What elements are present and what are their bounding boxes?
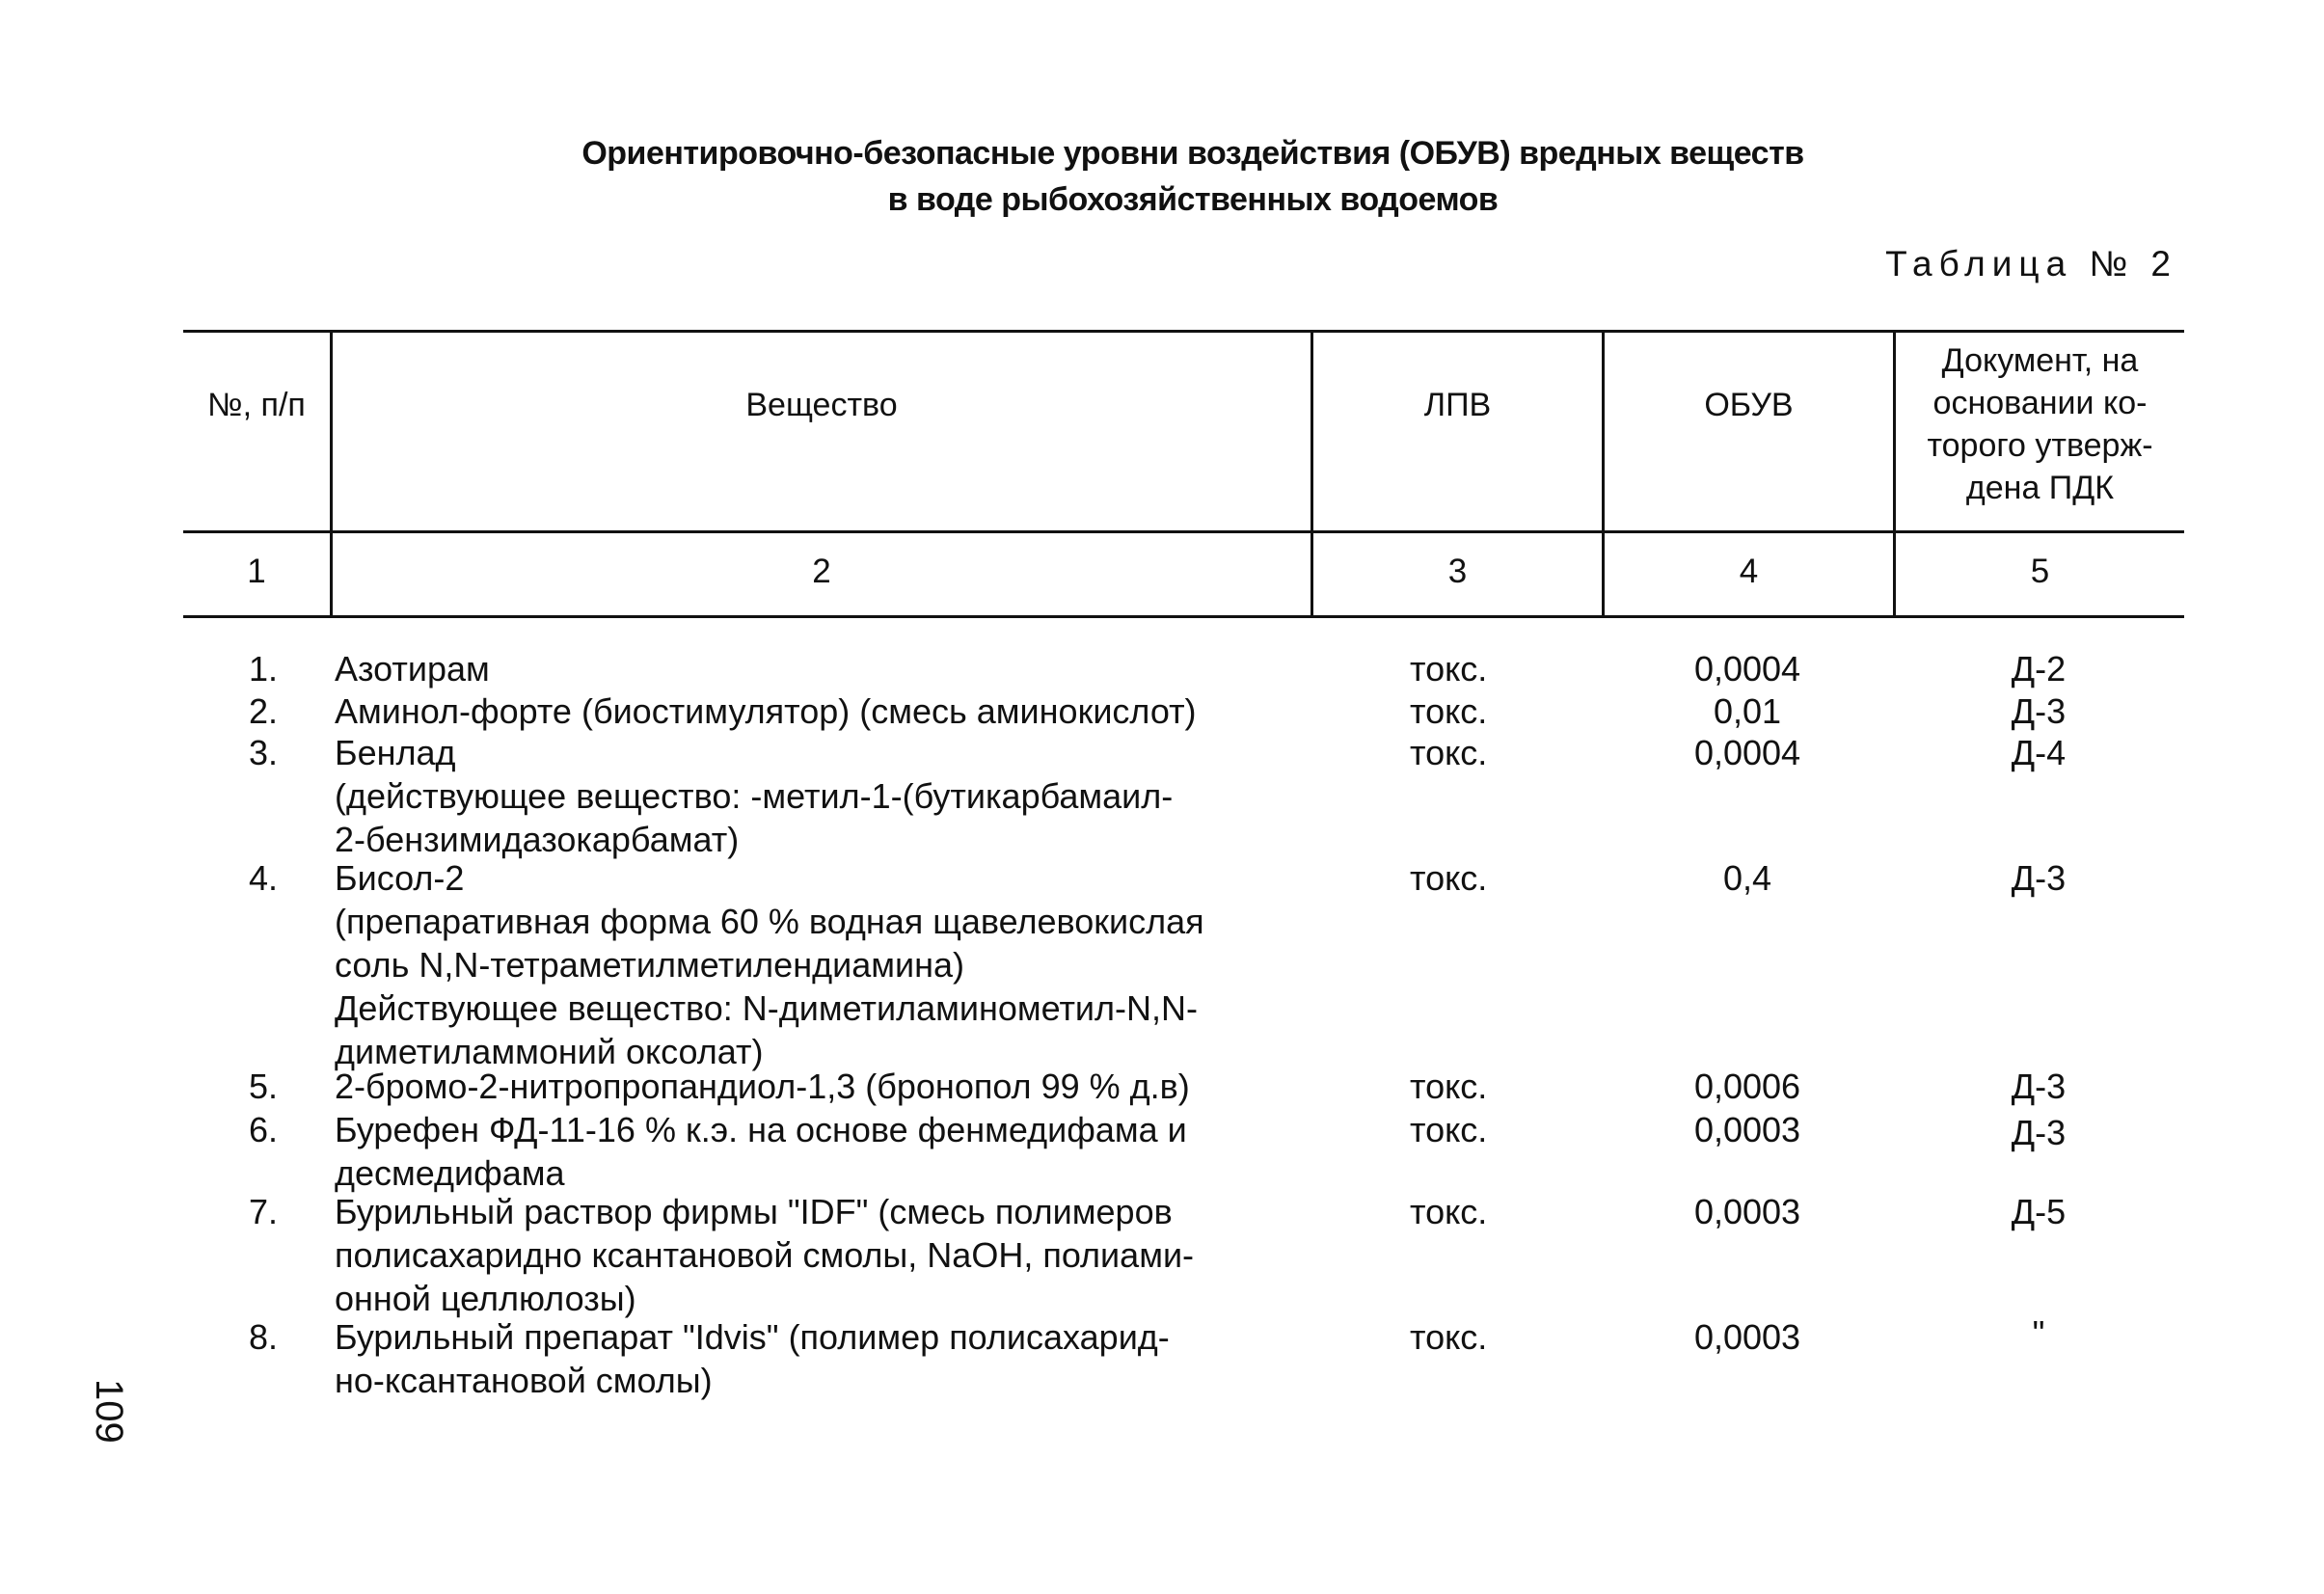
table-top-rule (183, 330, 2184, 333)
row-4-document: Д-3 (2011, 858, 2067, 898)
table-label: Таблица № 2 (1885, 244, 2177, 284)
row-1-document: Д-2 (2011, 649, 2067, 689)
row-6-index: 6. (248, 1110, 278, 1149)
header-num: №, п/п (207, 387, 306, 423)
substance-line: 2-бромо-2-нитропропандиол-1,3 (бронопол 99 % д.в) (335, 1067, 1190, 1106)
row-3-document: Д-4 (2011, 733, 2067, 772)
row-5-index: 5. (248, 1067, 278, 1106)
substance-line: диметиламмоний оксолат) (335, 1032, 764, 1071)
header-document-line: торого утверж- (1927, 427, 2153, 464)
substance-line: онной целлюлозы) (335, 1279, 636, 1318)
row-8-obuv: 0,0003 (1693, 1317, 1801, 1357)
page-number: 109 (88, 1379, 130, 1444)
header-lpv: ЛПВ (1423, 387, 1492, 423)
row-8-substance (335, 1315, 1170, 1402)
row-6-obuv: 0,0003 (1693, 1110, 1801, 1149)
column-number-1: 1 (247, 553, 266, 590)
document-title-line-2: в воде рыбохозяйственных водоемов (887, 181, 1499, 218)
substance-line: полисахаридно ксантановой смолы, NaOH, полиами- (335, 1235, 1195, 1275)
header-substance: Вещество (745, 387, 898, 423)
header-obuv: ОБУВ (1704, 387, 1794, 423)
row-6-substance (335, 1108, 1187, 1195)
row-2-lpv: токс. (1410, 691, 1488, 731)
row-4-substance (335, 856, 1204, 1073)
row-7-index: 7. (248, 1192, 278, 1231)
substance-line: Бенлад (335, 733, 456, 772)
substance-line: десмедифама (335, 1153, 565, 1193)
row-4-obuv: 0,4 (1722, 858, 1772, 898)
row-2-substance (335, 689, 1197, 733)
row-1-substance (335, 647, 490, 690)
row-7-substance (335, 1190, 1194, 1320)
row-7-document: Д-5 (2011, 1192, 2067, 1231)
document-title-line-1: Ориентировочно-безопасные уровни воздействия (ОБУВ) вредных веществ (581, 135, 1804, 172)
row-8-lpv: токс. (1410, 1317, 1488, 1357)
substance-line: (препаративная форма 60 % водная щавелевокислая (335, 902, 1204, 941)
substance-line: соль N,N-тетраметилметилендиамина) (335, 945, 964, 985)
substance-line: (действующее вещество: -метил-1-(бутикарбамаил- (335, 776, 1174, 816)
row-2-document: Д-3 (2011, 691, 2067, 731)
row-5-document: Д-3 (2011, 1067, 2067, 1106)
row-3-lpv: токс. (1410, 733, 1488, 772)
header-document (1896, 339, 2184, 509)
row-6-document: Д-3 (2011, 1113, 2067, 1152)
row-3-obuv: 0,0004 (1693, 733, 1801, 772)
row-4-index: 4. (248, 858, 278, 898)
row-3-index: 3. (248, 733, 278, 772)
column-number-3: 3 (1447, 553, 1468, 590)
substance-line: но-ксантановой смолы) (335, 1361, 713, 1400)
row-5-obuv: 0,0006 (1693, 1067, 1801, 1106)
substance-line: Бурильный раствор фирмы "IDF" (смесь полимеров (335, 1192, 1173, 1231)
column-number-4: 4 (1739, 553, 1759, 590)
substance-line: Бурефен ФД-11-16 % к.э. на основе фенмедифама и (335, 1110, 1187, 1149)
substance-line: 2-бензимидазокарбамат) (335, 820, 740, 859)
table-column-numbers-rule (183, 615, 2184, 618)
substance-line: Бурильный препарат "Idvis" (полимер полисахарид- (335, 1317, 1170, 1357)
substance-line: Азотирам (335, 649, 490, 689)
header-document-line: дена ПДК (1965, 470, 2115, 506)
header-document-line: Документ, на (1941, 342, 2139, 379)
header-document-line: основании ко- (1932, 385, 2148, 421)
row-2-index: 2. (248, 691, 278, 731)
column-number-2: 2 (812, 553, 831, 590)
row-1-lpv: токс. (1410, 649, 1488, 689)
row-7-lpv: токс. (1410, 1192, 1488, 1231)
row-8-document: " (2032, 1313, 2045, 1353)
substance-line: Действующее вещество: N-диметиламинометил-N,N- (335, 988, 1199, 1028)
row-8-index: 8. (248, 1317, 278, 1357)
substance-line: Бисол-2 (335, 858, 465, 898)
table-header-rule (183, 530, 2184, 533)
row-1-obuv: 0,0004 (1693, 649, 1801, 689)
column-number-5: 5 (2030, 553, 2050, 590)
row-6-lpv: токс. (1410, 1110, 1488, 1149)
row-5-lpv: токс. (1410, 1067, 1488, 1106)
row-1-index: 1. (248, 649, 278, 689)
substance-line: Аминол-форте (биостимулятор) (смесь аминокислот) (335, 691, 1197, 731)
row-7-obuv: 0,0003 (1693, 1192, 1801, 1231)
row-4-lpv: токс. (1410, 858, 1488, 898)
row-3-substance (335, 731, 1173, 861)
row-5-substance (335, 1065, 1190, 1108)
row-2-obuv: 0,01 (1713, 691, 1782, 731)
